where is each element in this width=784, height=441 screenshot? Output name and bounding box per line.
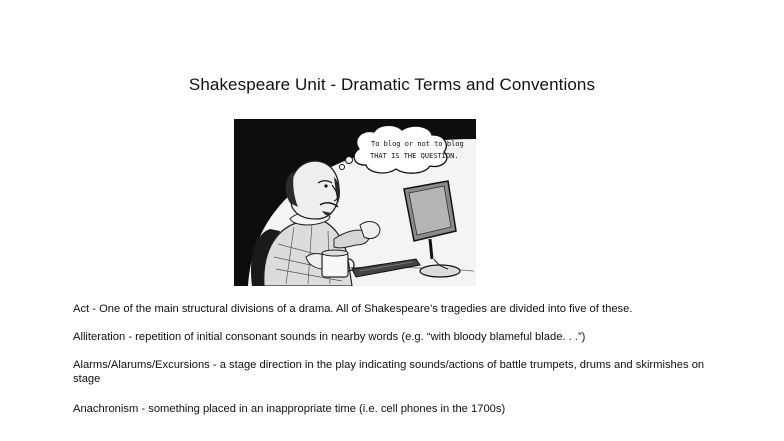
page-title: Shakespeare Unit - Dramatic Terms and Conventions bbox=[188, 75, 596, 94]
shakespeare-blogging-illustration bbox=[234, 119, 476, 286]
term-anachronism: Anachronism - something placed in an inappropriate time (i.e. cell phones in the 1700s) bbox=[73, 403, 506, 415]
thought-bubble-line1: To blog or not to blog bbox=[371, 140, 464, 148]
term-alliteration: Alliteration - repetition of initial consonant sounds in nearby words (e.g. “with bloody blameful blade. . .”) bbox=[73, 331, 586, 343]
term-alarms: Alarms/Alarums/Excursions - a stage direction in the play indicating sounds/actions of battle trumpets, drums and skirmishes on stage bbox=[73, 359, 705, 385]
shakespeare-cartoon bbox=[234, 119, 476, 286]
thought-bubble-line2: THAT IS THE QUESTION. bbox=[370, 152, 459, 160]
terms-list bbox=[73, 302, 723, 432]
term-act: Act - One of the main structural divisions of a drama. All of Shakespeare’s tragedies are divided into five of these. bbox=[73, 303, 633, 315]
